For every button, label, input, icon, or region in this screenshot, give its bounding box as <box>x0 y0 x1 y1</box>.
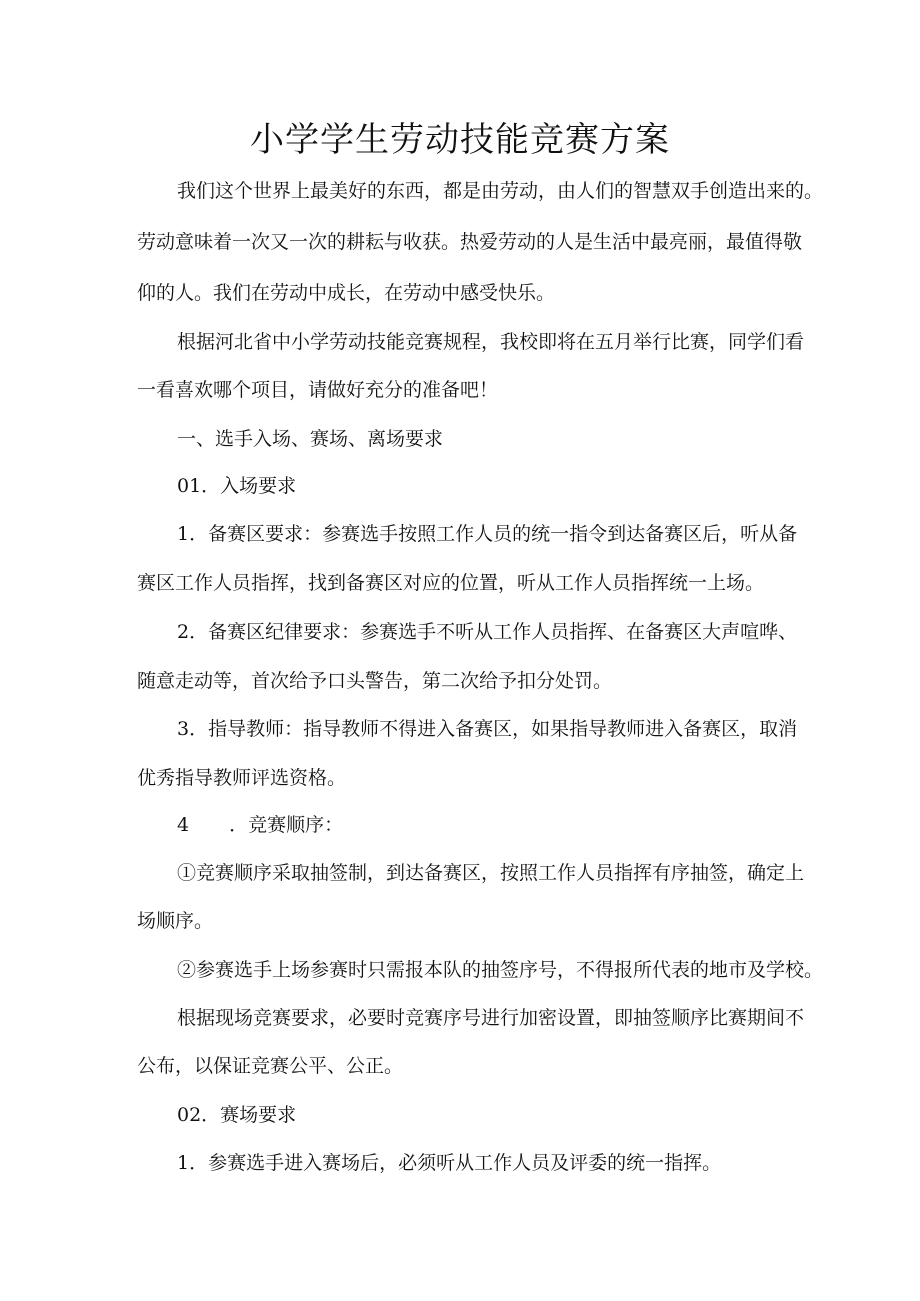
paragraph-line: 我们这个世界上最美好的东西，都是由劳动，由人们的智慧双手创造出来的。 <box>177 180 824 202</box>
paragraph-line: 2．备赛区纪律要求：参赛选手不听从工作人员指挥、在备赛区大声喧哗、 <box>177 621 798 643</box>
paragraph-line: 根据河北省中小学劳动技能竞赛规程，我校即将在五月举行比赛，同学们看 <box>177 331 805 353</box>
paragraph-line: 1．备赛区要求：参赛选手按照工作人员的统一指令到达备赛区后，听从备 <box>177 523 798 545</box>
paragraph-line: 随意走动等，首次给予口头警告，第二次给予扣分处罚。 <box>137 670 613 692</box>
subsection-heading: 01．入场要求 <box>177 475 297 497</box>
list-number: 4 <box>177 814 190 836</box>
list-item-heading <box>177 812 343 838</box>
paragraph-line: 根据现场竞赛要求，必要时竞赛序号进行加密设置，即抽签顺序比赛期间不 <box>177 1007 805 1029</box>
paragraph-line: 1．参赛选手进入赛场后，必须听从工作人员及评委的统一指挥。 <box>177 1152 722 1174</box>
paragraph-line: 劳动意味着一次又一次的耕耘与收获。热爱劳动的人是生活中最亮丽，最值得敬 <box>137 231 803 253</box>
paragraph-line: 场顺序。 <box>137 910 214 932</box>
paragraph-line: 一看喜欢哪个项目，请做好充分的准备吧！ <box>137 379 499 401</box>
paragraph-line: 仰的人。我们在劳动中成长，在劳动中感受快乐。 <box>137 282 556 304</box>
paragraph-line: 赛区工作人员指挥，找到备赛区对应的位置，听从工作人员指挥统一上场。 <box>137 572 765 594</box>
paragraph-line: 3．指导教师：指导教师不得进入备赛区，如果指导教师进入备赛区，取消 <box>177 718 798 740</box>
paragraph-line: 优秀指导教师评选资格。 <box>137 767 347 789</box>
document-title: 小学学生劳动技能竞赛方案 <box>250 120 670 160</box>
paragraph-line: ②参赛选手上场参赛时只需报本队的抽签序号，不得报所代表的地市及学校。 <box>177 959 824 981</box>
paragraph-line: 公布，以保证竞赛公平、公正。 <box>137 1055 404 1077</box>
subsection-heading: 02．赛场要求 <box>177 1104 297 1126</box>
section-heading: 一、选手入场、赛场、离场要求 <box>177 428 444 450</box>
list-item-label: ．竞赛顺序： <box>229 814 344 836</box>
paragraph-line: ①竞赛顺序采取抽签制，到达备赛区，按照工作人员指挥有序抽签，确定上 <box>177 862 805 884</box>
